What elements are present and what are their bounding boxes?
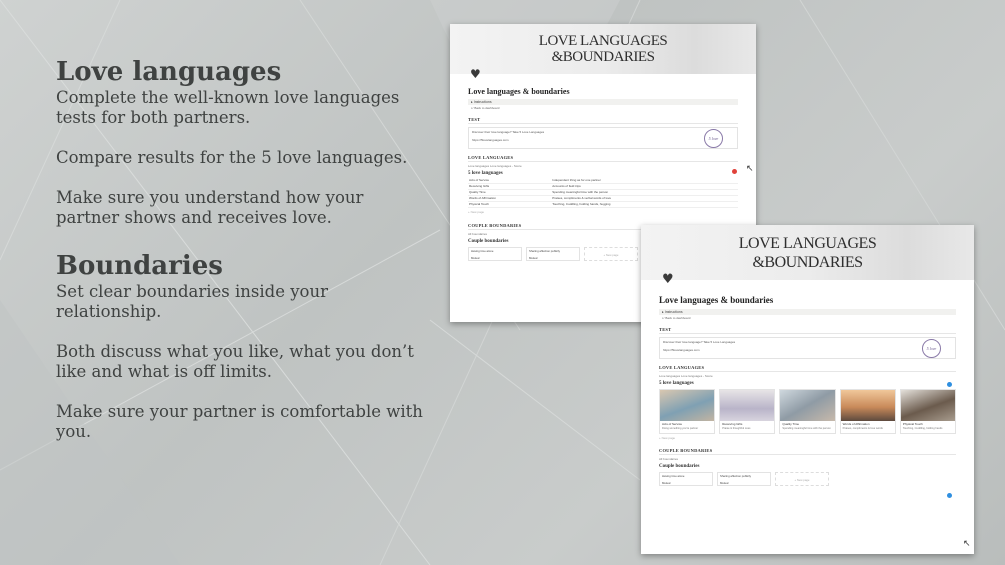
test-heading: TEST [659, 327, 956, 334]
gallery-card[interactable]: Words of Affirmation Praises, compliments & love words [840, 389, 896, 434]
boundaries-line-2: Both discuss what you like, what you don’t like and what is off limits. [56, 342, 414, 381]
banner-title: LOVE LANGUAGES &BOUNDARIES [738, 235, 877, 271]
database-title: 5 love languages [659, 381, 694, 386]
table-row[interactable]: Physical Touch Touching, Cuddling, holding hands, hugging [468, 201, 738, 207]
table-row[interactable]: Receiving Gifts Accounts of field trips [468, 183, 738, 189]
dashboard-link[interactable]: ↩ Back to dashboard [471, 106, 500, 110]
five-love-languages-logo: 5 love [704, 129, 723, 148]
new-boundary-placeholder[interactable]: + New page [584, 247, 638, 261]
heart-icon: ♥ [470, 67, 481, 81]
gallery-card[interactable]: Acts of Service Doing something you're partner [659, 389, 715, 434]
card-photo [780, 390, 834, 421]
boundary-card[interactable]: Having time alone Mutual [659, 472, 713, 486]
test-callout[interactable]: Discover their love language? Take 5 Love Languages https://5lovelanguages.com 5 love [659, 337, 956, 359]
new-page-button[interactable]: + New page [659, 436, 676, 440]
left-text-panel [56, 56, 426, 442]
boundaries-board [659, 472, 956, 486]
view-tabs[interactable]: Love languages Love languages - Score [468, 164, 522, 168]
banner-title: LOVE LANGUAGES &BOUNDARIES [538, 33, 668, 65]
page-title: Love languages & boundaries [468, 87, 570, 96]
love-languages-line-2: Compare results for the 5 love languages. [56, 148, 408, 167]
boundaries-database-title: Couple boundaries [659, 464, 700, 469]
love-languages-heading: Love languages [56, 57, 282, 87]
love-languages-heading: LOVE LANGUAGES [468, 155, 738, 162]
notification-dot [732, 169, 737, 174]
new-page-button[interactable]: + New page [468, 209, 485, 214]
card-photo [660, 390, 714, 421]
boundaries-line-3: Make sure your partner is comfortable with you. [56, 402, 423, 441]
cursor-icon: ↖ [963, 539, 971, 549]
gallery-card[interactable]: Quality Time Spending meaningful time with the person [779, 389, 835, 434]
card-photo [841, 390, 895, 421]
notification-dot [947, 382, 952, 387]
table-row[interactable]: Acts of Service Independent thing as for one partner [468, 177, 738, 183]
boundaries-heading: Boundaries [56, 251, 223, 281]
instructions-toggle[interactable]: ▸ Instructions [468, 99, 738, 105]
gallery-card[interactable]: Receiving Gifts Praise & thoughtful ones [719, 389, 775, 434]
couple-boundaries-heading: COUPLE BOUNDARIES [659, 448, 956, 455]
card-photo [901, 390, 955, 421]
boundary-card[interactable]: Sharing affection publicly Mutual [717, 472, 771, 486]
table-row[interactable]: Words of Affirmation Praises, compliments & verbal words of love [468, 195, 738, 201]
dashboard-link[interactable]: ↩ Back to dashboard [662, 316, 691, 320]
love-languages-table [468, 177, 738, 208]
boundaries-tab[interactable]: All boundaries [468, 231, 488, 236]
love-languages-line-3: Make sure you understand how your partner shows and receives love. [56, 188, 364, 227]
page-title: Love languages & boundaries [659, 295, 774, 305]
love-languages-line-1: Complete the well-known love languages tests for both partners. [56, 88, 400, 127]
database-title: 5 love languages [468, 171, 503, 176]
boundaries-tab[interactable]: All boundaries [659, 457, 679, 461]
test-heading: TEST [468, 117, 738, 124]
table-row[interactable]: Quality Time Spending meaningful time with the person [468, 189, 738, 195]
love-languages-heading: LOVE LANGUAGES [659, 365, 956, 372]
cursor-icon: ↖ [746, 164, 754, 174]
boundary-card[interactable]: Sharing affection publicly Mutual [526, 247, 580, 261]
page-banner [450, 24, 756, 74]
new-boundary-placeholder[interactable]: + New page [775, 472, 829, 486]
view-tabs[interactable]: Love languages Love languages - Score [659, 374, 713, 378]
five-love-languages-logo: 5 love [922, 339, 941, 358]
love-languages-gallery [659, 389, 956, 434]
notification-dot [947, 493, 952, 498]
heart-icon: ♥ [662, 272, 674, 287]
gallery-card[interactable]: Physical Touch Touching, Cuddling, holding hands [900, 389, 956, 434]
boundary-card[interactable]: Having time alone Mutual [468, 247, 522, 261]
boundaries-line-1: Set clear boundaries inside your relationship. [56, 282, 328, 321]
instructions-toggle[interactable]: ▸ Instructions [659, 309, 956, 315]
boundaries-database-title: Couple boundaries [468, 238, 509, 244]
card-photo [720, 390, 774, 421]
page-content [659, 295, 956, 486]
page-banner [641, 225, 974, 280]
test-callout[interactable]: Discover their love language? Take 5 Love Languages https://5lovelanguages.com 5 love [468, 127, 738, 149]
couple-boundaries-heading: COUPLE BOUNDARIES [468, 223, 738, 230]
notion-page-screenshot-gallery [641, 225, 974, 554]
